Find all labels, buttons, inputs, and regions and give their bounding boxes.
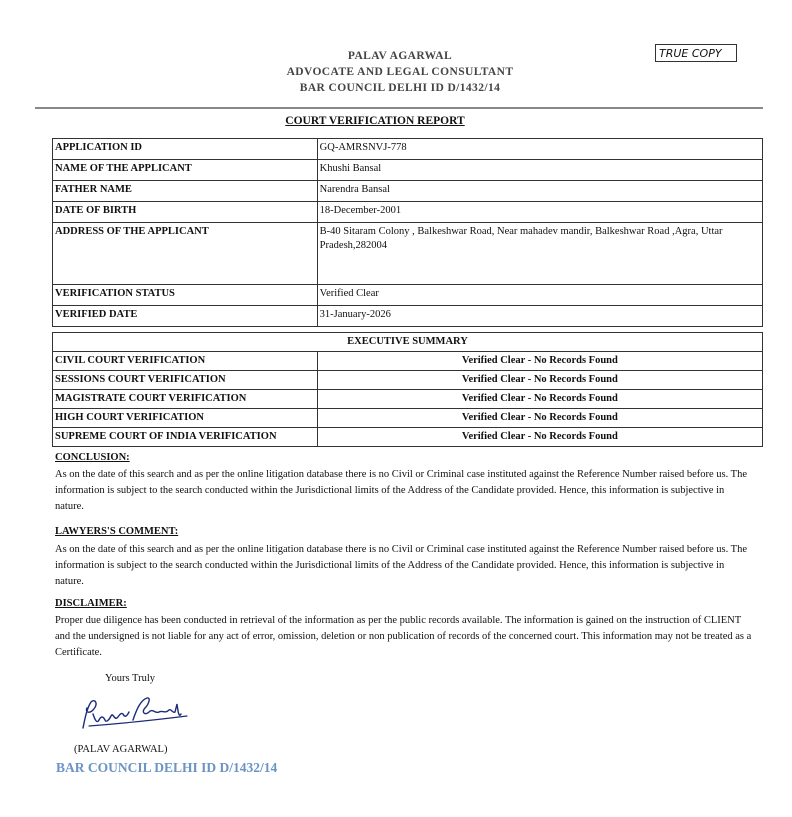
signatory-name: (PALAV AGARWAL) <box>74 744 168 755</box>
summary-value: Verified Clear - No Records Found <box>317 409 762 428</box>
summary-value: Verified Clear - No Records Found <box>317 428 762 447</box>
detail-label: VERIFICATION STATUS <box>53 285 318 306</box>
detail-value: Khushi Bansal <box>317 160 762 181</box>
applicant-details-table <box>52 138 763 327</box>
detail-label: DATE OF BIRTH <box>53 202 318 223</box>
lawyers-comment-heading: LAWYERS'S COMMENT: <box>55 526 179 537</box>
signatory-bar-id: BAR COUNCIL DELHI ID D/1432/14 <box>56 760 278 775</box>
table-row <box>53 333 763 352</box>
table-row <box>53 428 763 447</box>
closing-text: Yours Truly <box>105 673 156 684</box>
detail-value: GQ-AMRSNVJ-778 <box>317 139 762 160</box>
summary-label: SESSIONS COURT VERIFICATION <box>53 371 318 390</box>
detail-value: B-40 Sitaram Colony , Balkeshwar Road, Near mahadev mandir, Balkeshwar Road ,Agra, Uttar Pradesh,282004 <box>317 223 762 285</box>
table-row <box>53 306 763 327</box>
table-row <box>53 352 763 371</box>
disclaimer-heading: DISCLAIMER: <box>55 598 127 609</box>
table-row <box>53 223 763 285</box>
table-row <box>53 160 763 181</box>
detail-label: ADDRESS OF THE APPLICANT <box>53 223 318 285</box>
table-row <box>53 139 763 160</box>
detail-value: 18-December-2001 <box>317 202 762 223</box>
true-copy-stamp: TRUE COPY <box>655 44 737 62</box>
report-title: COURT VERIFICATION REPORT <box>285 115 465 127</box>
detail-label: APPLICATION ID <box>53 139 318 160</box>
signature-image <box>75 690 195 738</box>
detail-label: VERIFIED DATE <box>53 306 318 327</box>
table-row <box>53 390 763 409</box>
detail-label: NAME OF THE APPLICANT <box>53 160 318 181</box>
table-row <box>53 409 763 428</box>
table-row <box>53 285 763 306</box>
summary-label: MAGISTRATE COURT VERIFICATION <box>53 390 318 409</box>
advocate-bar-id: BAR COUNCIL DELHI ID D/1432/14 <box>299 82 501 94</box>
detail-value: Verified Clear <box>317 285 762 306</box>
table-row <box>53 181 763 202</box>
header-divider <box>35 107 763 109</box>
advocate-profession: ADVOCATE AND LEGAL CONSULTANT <box>286 66 514 78</box>
conclusion-heading: CONCLUSION: <box>55 452 130 463</box>
conclusion-text: As on the date of this search and as per the online litigation database there is no Civil or Criminal case instituted against the Reference Number raised before us. The information is subject to the search conducted within the Jurisdictional limits of the Address of the Candidate provided. Hence, this information is subjective in nature. <box>55 469 748 512</box>
disclaimer-text: Proper due diligence has been conducted in retrieval of the information as per the public records available. The information is gained on the instruction of CLIENT and the undersigned is not liable for any act of error, omission, deletion or non publication of records of the concerned court. This information may not be treated as a Certificate. <box>55 615 752 658</box>
summary-heading: EXECUTIVE SUMMARY <box>53 333 763 352</box>
detail-value: 31-January-2026 <box>317 306 762 327</box>
executive-summary-table <box>52 332 763 447</box>
lawyers-comment-text: As on the date of this search and as per the online litigation database there is no Civil or Criminal case instituted against the Reference Number raised before us. The information is subject to the search conducted within the Jurisdictional limits of the Address of the Candidate provided. Hence, this information is subjective in nature. <box>55 544 748 587</box>
summary-value: Verified Clear - No Records Found <box>317 390 762 409</box>
summary-value: Verified Clear - No Records Found <box>317 371 762 390</box>
detail-label: FATHER NAME <box>53 181 318 202</box>
table-row <box>53 202 763 223</box>
summary-value: Verified Clear - No Records Found <box>317 352 762 371</box>
advocate-name: PALAV AGARWAL <box>347 50 453 62</box>
summary-label: CIVIL COURT VERIFICATION <box>53 352 318 371</box>
summary-label: HIGH COURT VERIFICATION <box>53 409 318 428</box>
table-row <box>53 371 763 390</box>
detail-value: Narendra Bansal <box>317 181 762 202</box>
summary-label: SUPREME COURT OF INDIA VERIFICATION <box>53 428 318 447</box>
